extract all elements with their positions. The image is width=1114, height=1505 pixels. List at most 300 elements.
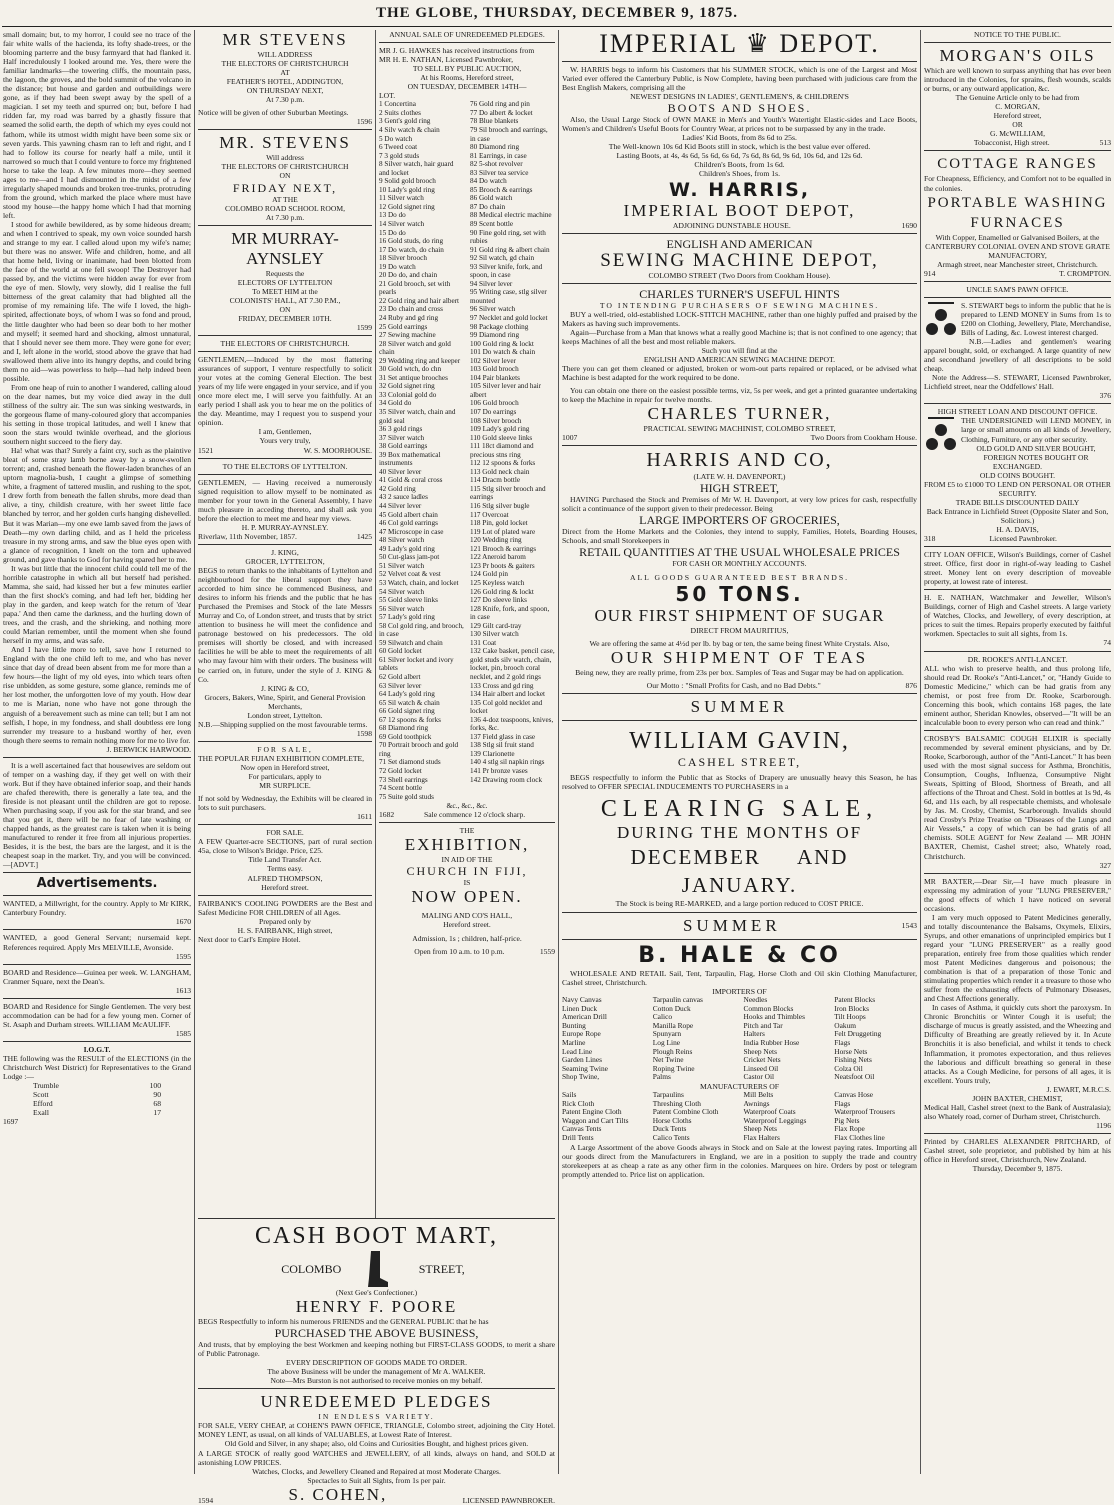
- ad-line: COLOMBO STREET (Two Doors from Cookham House).: [648, 270, 831, 280]
- ad-heading: CHARLES TURNER'S USEFUL HINTS: [639, 286, 840, 301]
- ad-line: TO INTENDING PURCHASERS OF SEWING MACHINES.: [599, 300, 880, 310]
- lot-item: 90 Fine gold ring, set with rubies: [470, 228, 546, 246]
- lot-item: 58 Col gold ring, and brooch, in case: [379, 621, 464, 639]
- ad-text: S. STEWART begs to inform the public that he is prepared to LEND MONEY in Sums from 1s to £200 on Clothing, Jewellery, Plate, Merchandise, Bills of Lading, &c. Lowest interest charged.: [961, 300, 1111, 337]
- lot-item: 27 Sewing machine: [379, 331, 436, 340]
- manufactures-column: [744, 1091, 827, 1143]
- vote-count: 17: [153, 1108, 161, 1118]
- printer-imprint: Printed by CHARLES ALEXANDER PRITCHARD, of Cashel street, sole proprietor, and published by him at his office in Hereford street, Christchurch, New Zealand.: [924, 1136, 1111, 1165]
- lot-item: 84 Do watch: [470, 177, 507, 186]
- import-item: Sheep Nets: [743, 1046, 777, 1056]
- ad-number: 1613: [175, 985, 191, 995]
- vote-count: 68: [153, 1099, 161, 1109]
- ad-text: N.B.—Ladies and gentlemen's wearing apparel bought, sold, or exchanged. A large quantity of new and secondhand jewellery of all descriptions to be sold cheap.: [924, 337, 1111, 374]
- manufacture-item: Horse Cloths: [652, 1115, 692, 1125]
- ad-title: OUR SHIPMENT OF TEAS: [610, 647, 869, 667]
- ad-line: IMPORTERS OF: [712, 986, 767, 996]
- lot-item: 62 Gold albert: [379, 672, 421, 681]
- ad-line: Riverlaw, 11th November, 1857.: [198, 531, 297, 541]
- divider: [562, 693, 917, 694]
- lot-item: 8 Silver watch, hair guard and locket: [379, 160, 454, 177]
- import-item: Bunting: [562, 1020, 586, 1030]
- lot-item: 89 Scent bottle: [470, 219, 514, 228]
- ad-line: ENGLISH AND AMERICAN SEWING MACHINE DEPOT.: [643, 354, 836, 364]
- ad-text: Medical Hall, Cashel street (next to the Bank of Australasia); also Whately road, corner of Durham street, Christchurch.: [924, 1102, 1111, 1121]
- ad-title: S. COHEN,: [288, 1484, 388, 1504]
- lot-item: 38 Gold earrings: [379, 442, 428, 451]
- ad-line: Admission, 1s ; children, half-price.: [412, 933, 522, 943]
- lot-item: 28 Silver watch and gold chain: [379, 339, 451, 357]
- lot-item: 34 Gold do: [379, 399, 412, 408]
- lot-item: 65 Sil watch & chain: [379, 698, 440, 707]
- lot-item: 87 Do chain: [470, 202, 506, 211]
- lyttelton-ad: [198, 462, 372, 541]
- fijian-ad: [198, 745, 372, 821]
- lot-item: 108 Silver brooch: [470, 416, 522, 425]
- ad-line: Now open in Hereford street,: [240, 763, 330, 772]
- ad-line: London street, Lyttelton.: [247, 710, 323, 720]
- ad-number: 914: [924, 268, 936, 278]
- divider: [3, 998, 191, 999]
- ad-note: Notice will be given of other Suburban Meetings.: [198, 108, 349, 118]
- ad-line: IS: [463, 878, 471, 888]
- lot-item: 40 Silver lever: [379, 467, 422, 476]
- manufacture-item: Flax Rope: [834, 1124, 865, 1134]
- soap-notice: It is a well ascertained fact that housewives are seldom out of temper on a washing day, if they get well on with their work. But if they have obtained inferior soap, and their hands are chafed therewith, there is generally a late tea, and the fireside is not pleasant until the children are got to repose. When purchasing soap, if you ask for the star brand, and see that you get it, there will be no fear of late washing or chapped hands, as the greatest care is taken when it is being manufactured to render it free from all injurious properties. Besides, it is the best, the bars are the largest, and it is the cheapest soap in the market. Try, and you will be convinced.—[ADVT.]: [3, 760, 191, 870]
- ad-title: MR. STEVENS: [219, 133, 351, 153]
- ad-line: Will address: [266, 153, 304, 163]
- ad-line: MR H. E. NATHAN, Licensed Pawnbroker,: [379, 55, 514, 65]
- import-item: Roping Twine: [652, 1063, 695, 1073]
- ad-number: 1598: [356, 728, 372, 738]
- imports-column: [653, 996, 736, 1082]
- manufacture-item: Calico Tents: [652, 1132, 690, 1142]
- import-item: Lead Line: [562, 1046, 593, 1056]
- ad-heading: J. KING,: [271, 547, 299, 557]
- lot-item: 107 Do earrings: [470, 408, 517, 417]
- lot-item: 95 Writing case, stlg silver mounted: [470, 288, 547, 305]
- lot-heading: LOT.: [379, 91, 396, 101]
- ad-text: WANTED, a good General Servant; nursemaid kept. References required. Apply Mrs MELVILLE, Avonside.: [3, 933, 191, 952]
- lot-item: 82 5-shot revolver: [470, 160, 523, 169]
- king-ad: [198, 548, 372, 738]
- ad-line: LARGE IMPORTERS OF GROCERIES,: [639, 513, 840, 528]
- lot-item: 7 3 gold studs: [379, 151, 420, 160]
- ad-title: MR MURRAY-AYNSLEY: [231, 228, 339, 268]
- manufacture-item: Patent Engine Cloth: [562, 1107, 622, 1117]
- lot-item: 132 Cake basket, pencil case, gold studs silv watch, chain, locket, pin, brooch coral necklet, and 2 gold rings: [470, 647, 555, 681]
- ad-line: Armagh street, near Manchester street, Christchurch.: [937, 259, 1098, 269]
- ad-line: G. McWILLIAM,: [989, 129, 1046, 139]
- iogt-text: THE following was the RESULT of the ELECTIONS (in the Christchurch West District) for Representatives to the Grand Lodge :—: [3, 1053, 191, 1082]
- ad-title: PORTABLE WASHING: [927, 194, 1108, 211]
- lot-item: 30 Gold wtch, do chn: [379, 365, 442, 374]
- lot-item: 43 2 sauce ladles: [379, 493, 428, 502]
- divider: [562, 445, 917, 446]
- advertisements-heading: Advertisements.: [36, 876, 158, 892]
- lot-item: 134 Hair albert and locket: [470, 690, 546, 699]
- ad-line: OLD GOLD AND SILVER BOUGHT, FOREIGN NOTES BOUGHT OR EXCHANGED.: [976, 443, 1096, 471]
- manufacture-item: Waterproof Coats: [743, 1107, 796, 1117]
- manufacture-item: Mill Belts: [743, 1090, 774, 1099]
- ad-title: 50 TONS.: [675, 581, 804, 606]
- manufactures-column: [562, 1091, 645, 1143]
- lot-item: 31 Set antique brooches: [379, 373, 448, 382]
- lot-item: 139 Clarionette: [470, 749, 515, 758]
- lot-item: 73 Shell earrings: [379, 775, 428, 784]
- ad-line: COLONISTS' HALL, AT 7.30 P.M.,: [229, 295, 341, 305]
- ad-heading: THE ELECTORS OF CHRISTCHURCH.: [220, 338, 350, 348]
- lot-item: 19 Do watch: [379, 262, 416, 271]
- lot-item: 39 Box mathematical instruments: [379, 450, 441, 468]
- import-item: Neatsfoot Oil: [834, 1072, 875, 1082]
- lot-item: 10 Lady's gold ring: [379, 185, 435, 194]
- lot-item: 25 Gold earrings: [379, 322, 428, 331]
- lot-item: 63 Silver lever: [379, 681, 422, 690]
- ad-text: FAIRBANK'S COOLING POWDERS are the Best and Safest Medicine FOR CHILDREN of all Ages.: [198, 898, 372, 917]
- ad-text: HAVING Purchased the Stock and Premises of Mr W. H. Davenport, at very low prices for cash, respectfully solicit a continuance of the support given to their predecessor. Being: [562, 495, 917, 514]
- import-item: Spunyarn: [652, 1029, 682, 1039]
- lot-item: 115 Stlg silver brooch and earrings: [470, 484, 546, 502]
- ad-line: ON THURSDAY NEXT,: [246, 86, 324, 96]
- lot-item: 66 Gold signet ring: [379, 707, 435, 716]
- ad-line: THE: [459, 826, 475, 836]
- import-item: Shop Twine,: [562, 1072, 600, 1082]
- lot-item: 119 Lot of plated ware: [470, 527, 536, 536]
- import-item: Seaming Twine: [562, 1063, 608, 1073]
- lot-item: 128 Knife, fork, and spoon, in case: [470, 604, 550, 622]
- ad-number: 74: [1103, 638, 1111, 648]
- classified-ad: [3, 968, 191, 995]
- stevens-ad-2: [198, 133, 372, 221]
- import-item: Fishing Nets: [834, 1055, 872, 1065]
- fairbank-ad: [198, 899, 372, 944]
- lots-column: [470, 100, 555, 801]
- divider: [924, 651, 1111, 652]
- ad-line: Sale commence 12 o'clock sharp.: [424, 810, 526, 820]
- manufactures-column: [653, 1091, 736, 1143]
- masthead-rule: [2, 26, 1112, 27]
- divider: [198, 335, 372, 336]
- lot-item: 121 Brooch & earrings: [470, 544, 537, 553]
- ad-number: 1595: [175, 951, 191, 961]
- ad-text: FOR SALE, VERY CHEAP, at COHEN'S PAWN OFFICE, TRIANGLE, Colombo street, adjoining the City Hotel. MONEY LENT, as usual, on all kinds of VALUABLES, at Lowest Rate of Interest.: [198, 1421, 555, 1440]
- ad-title: CASH BOOT MART,: [254, 1223, 499, 1249]
- ad-text: Being new, they are really prime, from 23s per box. Samples of Teas and Sugar may be had on application.: [575, 667, 904, 677]
- ad-line: AT: [280, 68, 290, 78]
- candidate-name: Trumble: [33, 1081, 59, 1091]
- story-paragraph: From one heap of ruin to another I wandered, calling aloud on the dear names, but my voice died away in the dull stillness of the sultry air. The sun was sinking westwards, in the gorgeous flame of many-coloured glory that accompanies his setting in those tropical latitudes, and well I knew that soon the stars would twinkle overhead, and the glorious southern night succeed to the fiery day.: [3, 382, 191, 447]
- imprint-date: Thursday, December 9, 1875.: [972, 1164, 1063, 1174]
- lot-item: 76 Gold ring and pin: [470, 100, 530, 109]
- ad-number: 1521: [198, 445, 214, 455]
- lot-item: 77 Do albert & locket: [470, 108, 533, 117]
- ad-text: H. E. NATHAN, Watchmaker and Jeweller, Wilson's Buildings, corner of High and Cashel streets. A large variety of Watches, Clocks, and Jewellery, of every description, at prices to suit the times. Repairs properly executed by faithful workmen. Spectacles to suit all sights, from 1s.: [924, 593, 1111, 639]
- lot-item: 3 Gent's gold ring: [379, 117, 431, 126]
- ad-line: (LATE W. H. DAVENPORT,): [693, 472, 786, 482]
- ad-line: To MEET HIM at the: [252, 286, 318, 296]
- divider: [379, 42, 555, 43]
- lot-item: 140 4 stlg sil napkin rings: [470, 758, 545, 767]
- ad-line: Open from 10 a.m. to 10 p.m.: [414, 946, 505, 956]
- lot-item: 42 Gold ring: [379, 484, 416, 493]
- ad-line: Children's Boots, from 1s 6d.: [694, 160, 785, 170]
- ad-text: BUY a well-tried, old-established LOCK-STITCH MACHINE, rather than one highly puffed and praised by the Makers as having such improvements.: [562, 309, 917, 328]
- ad-line: CANTERBURY COLONIAL OVEN AND STOVE GRATE MANUFACTORY,: [925, 241, 1110, 260]
- lot-item: 50 Cut-glass jam-pot: [379, 553, 440, 562]
- divider: [924, 730, 1111, 731]
- ad-line: The Genuine Article only to be had from: [955, 93, 1080, 103]
- ad-line: THE ELECTORS OF CHRISTCHURCH: [221, 162, 349, 172]
- ad-number: 1543: [901, 921, 917, 931]
- ad-line: ALL GOODS GUARANTEED BEST BRANDS.: [629, 572, 850, 582]
- manufacture-item: Canvas Tents: [562, 1124, 602, 1134]
- lot-item: 141 Pr bronze vases: [470, 766, 528, 775]
- ad-line: Yours very truly,: [259, 436, 311, 446]
- moorhouse-ad: [198, 339, 372, 455]
- lot-item: 80 Diamond ring: [470, 143, 520, 152]
- poore-ad: [198, 1218, 555, 1505]
- divider: [198, 895, 372, 896]
- ad-line: At 7.30 p.m.: [265, 212, 305, 222]
- ad-title: WILLIAM GAVIN,: [629, 727, 850, 754]
- ad-line: Title Land Transfer Act.: [248, 855, 322, 865]
- lot-item: 127 Do sleeve links: [470, 596, 527, 605]
- ad-line: ALFRED THOMPSON,: [247, 873, 323, 883]
- ad-line: Ladies' Kid Boots, from 8s 6d to 25s.: [682, 133, 797, 143]
- import-item: Palms: [652, 1072, 671, 1082]
- ad-signature: H. P. MURRAY-AYNSLEY.: [241, 522, 329, 532]
- lot-item: 9 Solid gold brooch: [379, 177, 436, 186]
- ad-line: ON: [279, 304, 291, 314]
- lot-item: 96 Silver watch: [470, 305, 516, 314]
- ad-line: CASHEL STREET,: [677, 754, 802, 769]
- ad-line: C. MORGAN,: [995, 102, 1040, 112]
- divider: [562, 939, 917, 940]
- lot-item: 70 Portrait brooch and gold ring: [379, 741, 459, 758]
- divider: [198, 225, 372, 226]
- ad-line: Next door to Carl's Empire Hotel.: [198, 934, 301, 944]
- ad-text: THE UNDERSIGNED will LEND MONEY, in large or small amounts on all kinds of Jewellery, Clothing, Furniture, or any other security.: [961, 416, 1111, 444]
- ad-text: WHOLESALE AND RETAIL Sail, Tent, Tarpaulin, Flag, Horse Cloth and Oil skin Clothing Manufacturer, Cashel street, Christchurch.: [562, 968, 917, 987]
- story-paragraph: small domain; but, to my horror, I could see no trace of the fair white walls of the hacienda, its lofty shade-trees, or the blooming parterre and the busy farmyard that had flanked it. Half incredulously I looked around me. Yes, there were the familiar landmarks—the towering cliffs, the mountain pass, the lagoon, the groves, and the bold summit of the volcano in the distance; but house and garden and outbuildings were gone, as if they had been swept away by the spell of a magician. I set my teeth and spurred on; but, before I had ridden far, my road was barred by a ghastly fissure that seamed the solid earth, the depth of which my eyes could not fathom, while its utmost width might have been some six or seven yards. This yawning chasm ran to left and right, and I had to follow its course for nearly half a mile, until it narrowed so much that I could venture to force my frightened horse to take the leap. A few minutes more—they seemed ages to me—and I had dismounted in the midst of a few irregularly shaped mounds and broken tree-trunks, protruding from the ground, which marked the place where must have stood my house—the happy home which I had that morning left.: [3, 30, 191, 220]
- import-item: Colza Oil: [834, 1063, 863, 1073]
- lot-item: 52 Velvet coat & vest: [379, 570, 441, 579]
- import-item: Flags: [834, 1037, 851, 1047]
- ad-line: H. S. FAIRBANK, High street,: [237, 925, 333, 935]
- ad-title: CHARLES TURNER,: [647, 404, 832, 424]
- ad-text: BEGS respectfully to inform the Public that as Stocks of Drapery are unusually heavy this Season, he has resolved to OFFER SPECIAL INDUCEMENTS TO PURCHASERS in a: [562, 772, 917, 791]
- ad-number: 376: [1099, 391, 1111, 401]
- lot-item: 57 Lady's gold ring: [379, 613, 435, 622]
- column-rule: [920, 30, 921, 1474]
- import-item: Oakum: [834, 1020, 857, 1030]
- import-item: American Drill: [562, 1012, 607, 1022]
- divider: [562, 283, 917, 284]
- ad-title: CLEARING SALE,: [600, 795, 879, 822]
- ad-line: &c., &c., &c.: [446, 801, 488, 811]
- lot-item: 15 Do do: [379, 228, 406, 237]
- lot-item: 75 Suite gold studs: [379, 792, 434, 801]
- story-paragraph: And I have little more to tell, save how I returned to England with the one child left to me, and who has never since that day of dread been absent from me for more than a few hours—the light of my old eyes, into which tears often rise unbidden, as some gesture, some glance, reminds me of her lost mother, the unforgotten love of my youth. How dear to me is Marian, none who have not gone through the anguish of a bereavement such as mine can tell; but I am not selfish, I hope, in my fondness, and shall doubtless ere long surrender my treasure to a husband worthy of her, even though there seems to remain nothing more for me to live for.: [3, 645, 191, 745]
- import-item: Hooks and Thimbles: [743, 1012, 805, 1022]
- ad-line: Back Entrance in Lichfield Street (Opposite Slater and Son, Solicitors.): [926, 506, 1109, 525]
- ad-title: NOW OPEN.: [411, 887, 523, 907]
- ad-line: ELECTORS OF LYTTELTON: [237, 277, 333, 287]
- ad-text: Direct from the Home Markets and the Colonies, they intend to supply, Families, Hotels, Boarding Houses, Schools, and small Storekeepers in: [562, 527, 917, 546]
- ad-line: OR: [1012, 120, 1023, 130]
- ad-number: 1682: [379, 810, 395, 820]
- divider: [198, 458, 372, 459]
- lots-column: [379, 100, 464, 801]
- ad-title: UNREDEEMED PLEDGES: [260, 1392, 493, 1412]
- ad-heading: SUMMER: [682, 915, 781, 935]
- lot-item: 64 Lady's gold ring: [379, 690, 435, 699]
- imports-column: [834, 996, 917, 1082]
- column-story: [3, 30, 191, 1474]
- ad-title: HENRY F. POORE: [295, 1297, 458, 1317]
- ad-number: 1599: [356, 322, 372, 332]
- ad-line: Prepared only by: [259, 916, 311, 926]
- ad-line: The Stock is being RE-MARKED, and a large portion reduced to COST PRICE.: [615, 898, 864, 908]
- import-item: Calico: [652, 1012, 673, 1022]
- story-paragraph: Ha! what was that? Surely a faint cry, such as the plaintive bleat of some stray lamb borne away by a snow-swollen torrent; and, crashed beneath the flower-laden branches of an uptorn magnolia-bush, I caught a glimpse of something white, a fragment of tattered muslin, and rushing to the spot, I drew forth from beneath the fallen shrubs, more dead than alive, a tiny, childish creature, with her sweet little face blanched by terror, and her golden curls hanging dishevelled. But it was Marian—my one ewe lamb saved from the jaws of Death—my own darling child, and as I held the priceless treasure in my strong arms, and saw the blue eyes open with a glance of recognition, I knelt on the torn and upheaved ground, and gave thanks to God for having spared her to me.: [3, 446, 191, 564]
- ad-motto: Our Motto : "Small Profits for Cash, and no Bad Debts.": [646, 680, 821, 690]
- imports-column: [562, 996, 645, 1082]
- lot-item: 55 Gold sleeve links: [379, 596, 438, 605]
- import-item: Castor Oil: [743, 1072, 775, 1082]
- import-item: Tilt Hoops: [834, 1012, 866, 1022]
- ad-text: MR J. G. HAWKES has received instructions from: [379, 46, 535, 56]
- ad-text: There you can get them cleaned or adjusted, broken or worn-out parts repaired or replaced, or be advised what Machine is best adapted for the work required to be done.: [562, 363, 917, 382]
- ad-number: 513: [1099, 138, 1111, 148]
- import-item: Needles: [743, 995, 768, 1005]
- murray-ad: [198, 229, 372, 332]
- manufacture-item: Waterproof Trousers: [834, 1107, 896, 1117]
- ad-line: ADJOINING DUNSTABLE HOUSE.: [672, 220, 791, 230]
- lot-item: 85 Brooch & earrings: [470, 185, 533, 194]
- divider: [924, 281, 1111, 282]
- divider: [562, 720, 917, 721]
- ad-line: JOHN BAXTER, CHEMIST,: [972, 1093, 1063, 1103]
- column-rule: [558, 30, 559, 1474]
- ad-heading: DR. ROOKE'S ANTI-LANCET.: [967, 654, 1068, 664]
- manufacture-item: Flax Halters: [743, 1132, 780, 1142]
- manufacture-item: Threshing Cloth: [652, 1098, 701, 1108]
- manufacture-item: Pig Nets: [834, 1115, 860, 1125]
- ad-line: Tobacconist, High street.: [973, 138, 1050, 148]
- lot-item: 100 Gold ring & lockt: [470, 339, 534, 348]
- ad-title: EXHIBITION,: [404, 835, 530, 855]
- import-item: Europe Rope: [562, 1029, 601, 1039]
- divider: [198, 1388, 555, 1389]
- import-item: Iron Blocks: [834, 1003, 869, 1013]
- ad-text: Which are well known to surpass anything that has ever been introduced in the Colonies, for sprains, flesh wounds, scalds or burns, or any outward application, &c.: [924, 66, 1111, 94]
- ad-line: THE ELECTORS OF CHRISTCHURCH: [221, 59, 349, 69]
- lot-item: 33 Colonial gold do: [379, 390, 437, 399]
- column-rule: [194, 30, 195, 1474]
- exhibition-ad: [379, 826, 555, 955]
- divider: [3, 872, 191, 873]
- ad-line: H. A. DAVIS,: [996, 524, 1039, 534]
- ad-line: PRACTICAL SEWING MACHINIST, COLOMBO STREET,: [643, 424, 836, 434]
- ad-line: IN ENDLESS VARIETY.: [318, 1412, 435, 1422]
- ad-line: Licensed Pawnbroker.: [989, 534, 1057, 544]
- lot-item: 60 Gold locket: [379, 647, 422, 656]
- ad-text: Again—Purchase from a Man that knows what a really good Machine is; that is not confined to one agency; that keeps Machines of all the best and most reliable makers.: [562, 327, 917, 346]
- ad-title: IMPERIAL: [599, 29, 738, 58]
- classified-ad: [3, 899, 191, 926]
- ad-line: FOR CASH OR MONTHLY ACCOUNTS.: [672, 559, 807, 569]
- iogt-heading: I.O.G.T.: [83, 1044, 111, 1054]
- ad-text: BOARD and Residence—Guinea per week. W. LANGHAM, Cranmer Square, next the Dean's.: [3, 967, 191, 986]
- lot-item: 118 Pin, gold locket: [470, 519, 528, 528]
- ad-line: Old Gold and Silver, in any shape; also, old Coins and Curiosities Bought, and highest prices given.: [224, 1439, 529, 1449]
- lot-item: 4 Silv watch & chain: [379, 125, 440, 134]
- ad-line: WILL ADDRESS: [257, 50, 313, 59]
- ad-text: MR BAXTER,—Dear Sir,—I have much pleasure in expressing my admiration of your "LUNG PRESERVER," the good effects of which I have noticed on several occasions.: [924, 876, 1111, 913]
- ad-title: HARRIS AND CO,: [646, 449, 833, 472]
- divider: [3, 1041, 191, 1042]
- ad-line: STREET,: [418, 1262, 465, 1276]
- story-paragraph: It was but little that the innocent child could tell me of the horrible catastrophe in which all but herself had perished. Mamma, she said, had kissed her but a few minutes earlier than the first shock's coming, and had left her, bidding her play in the garden, and keep watch for the return of 'dear papa.' And then came the darkness, and the hurling down of trees, and the crash, and the shrieking, and nothing more could Marian remember, until the moment when she found herself in my arms, and was safe.: [3, 563, 191, 646]
- lot-item: 12 Gold signet ring: [379, 202, 435, 211]
- lot-item: 133 Cross and gd ring: [470, 681, 534, 690]
- ad-text: GENTLEMEN,—Induced by the most flattering assurances of support, I venture respectfully to solicit your votes at the coming General Election. The best years of my life were engaged in your service, and if you once more elect me, I will serve you faithfully. At an early period I shall ask you to hear me on the politics of the day. Meantime, may I request you to suspend your opinion.: [198, 355, 372, 428]
- lot-item: 137 Field glass in case: [470, 732, 536, 741]
- pawnbroker-balls-icon: [924, 416, 958, 456]
- lot-item: 126 Gold ring & lockt: [470, 587, 534, 596]
- vote-count: 100: [149, 1081, 161, 1091]
- ad-line: FROM £5 to £1000 TO LEND ON PERSONAL OR OTHER SECURITY.: [924, 479, 1111, 498]
- lot-item: 32 Gold signet ring: [379, 382, 435, 391]
- ad-line: Watches, Clocks, and Jewellery Cleaned and Repaired at most Moderate Charges.: [252, 1466, 501, 1476]
- divider: [198, 544, 372, 545]
- ad-text: A FEW Quarter-acre SECTIONS, part of rural section 45a, close to Wilson's Bridge. Price, £25.: [198, 837, 372, 856]
- lot-item: 142 Drawing room clock: [470, 775, 543, 784]
- ad-number: 1611: [357, 812, 372, 822]
- manufacture-item: Patent Combine Cloth: [652, 1107, 719, 1117]
- ad-signature: J. EWART, M.R.C.S.: [1046, 1084, 1111, 1094]
- ad-heading: ENGLISH AND AMERICAN: [666, 236, 813, 251]
- lot-item: 106 Gold brooch: [470, 399, 519, 408]
- import-item: Halters: [743, 1029, 765, 1039]
- lot-item: 53 Watch, chain, and locket: [379, 578, 459, 587]
- vote-row: [3, 1081, 191, 1090]
- ad-text: GENTLEMEN, — Having received a numerously signed requisition to allow myself to be nominated as member for your town in the General Assembly, I have much pleasure in acceding thereto, and shall ask you before the election to meet me and hear my views.: [198, 477, 372, 523]
- ad-line: OLD COINS BOUGHT.: [979, 470, 1056, 480]
- manufacture-item: Tarpaulins: [652, 1090, 684, 1099]
- divider: [3, 895, 191, 896]
- ad-line: ON: [279, 171, 291, 181]
- ad-text: W. HARRIS begs to inform his Customers that his SUMMER STOCK, which is one of the Largest and Most Varied ever offered the Canterbury Public, is Now Complete, having been purchased with judicious care from the Best English Makers, comprising all the: [562, 65, 917, 93]
- lot-item: 21 Gold brooch, set with pearls: [379, 279, 451, 297]
- ad-line: At his Rooms, Hereford street,: [420, 73, 514, 83]
- lot-item: 114 Dracm bottle: [470, 476, 521, 485]
- manufacture-item: Rick Cloth: [562, 1098, 595, 1108]
- divider: [924, 403, 1111, 404]
- divider: [562, 233, 917, 234]
- lot-item: 125 Keyless watch: [470, 578, 525, 587]
- ad-number: 1196: [1096, 1120, 1111, 1130]
- lot-item: 123 Pr boots & gaiters: [470, 561, 535, 570]
- ad-text: ALL who wish to preserve health, and thus prolong life, should read Dr. Rooke's "Anti-Lancet," or, "Handy Guide to Domestic Medicine," which can be had gratis from any chemist, or post free from Dr. Rooke, Scarborough. Concerning this book, which contains 168 pages, the late eminent author, Sheridan Knowles, observed—"It will be an incalculable boon to every person who can read and think.": [924, 663, 1111, 727]
- column-elections: [198, 30, 372, 1214]
- lot-item: 101 Do watch & chain: [470, 348, 536, 357]
- lot-item: 54 Silver watch: [379, 587, 425, 596]
- lot-item: 93 Silver knife, fork, and spoon, in case: [470, 262, 543, 280]
- divider: [198, 474, 372, 475]
